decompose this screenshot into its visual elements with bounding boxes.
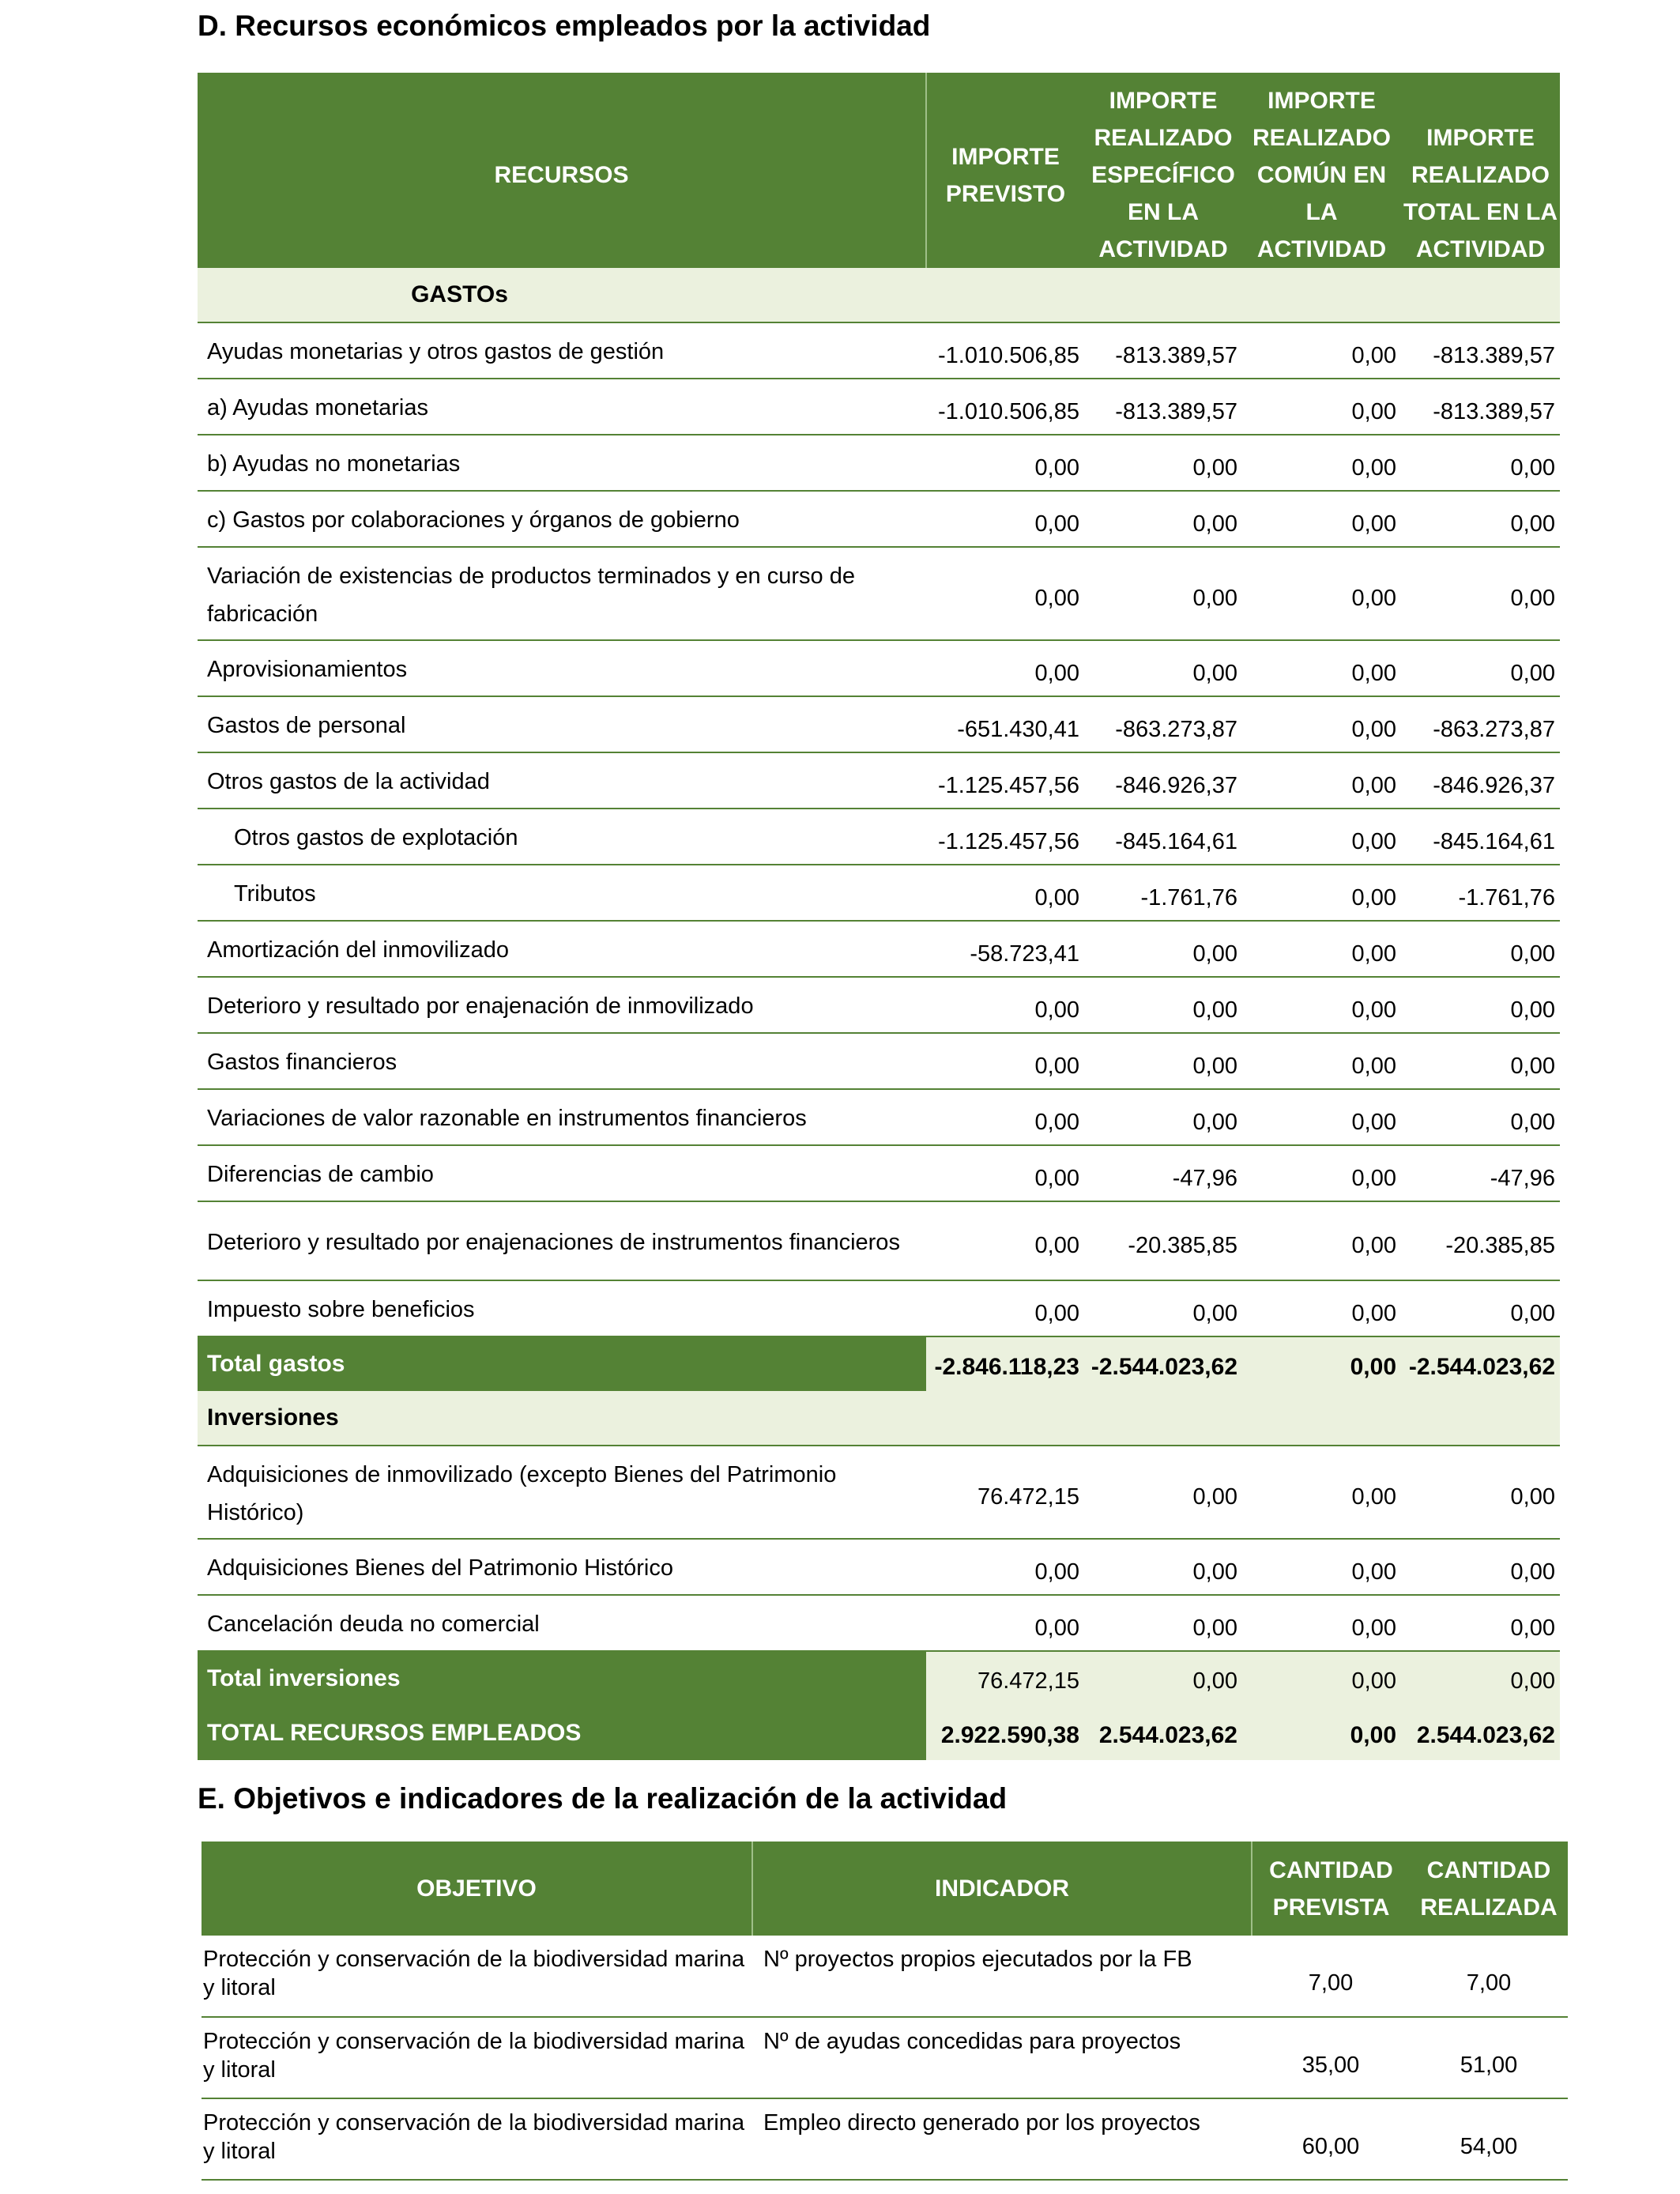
total-recursos-row	[198, 1706, 1560, 1760]
table-row	[198, 435, 1560, 491]
importe-especifico: 0,00	[1084, 1280, 1242, 1336]
table-row	[198, 809, 1560, 865]
importe-previsto: -1.125.457,56	[926, 752, 1084, 809]
total-gastos-row-tot: -2.544.023,62	[1401, 1336, 1560, 1391]
importe-total: 0,00	[1401, 921, 1560, 977]
table-row	[198, 1089, 1560, 1145]
objetivo-cell: Protección y conservación de la biodiversidad marina y litoral	[202, 2098, 752, 2180]
table-row	[198, 1033, 1560, 1089]
gastos-section-row	[198, 268, 1560, 322]
table-row	[198, 752, 1560, 809]
total-inversiones-row-tot: 0,00	[1401, 1651, 1560, 1706]
total-recursos-row-prev: 2.922.590,38	[926, 1706, 1084, 1760]
table-row	[198, 322, 1560, 379]
total-gastos-row-label: Total gastos	[198, 1336, 926, 1391]
cantidad-prevista-cell: 60,00	[1252, 2098, 1410, 2180]
total-recursos-row-com: 0,00	[1242, 1706, 1401, 1760]
importe-comun: 0,00	[1242, 1280, 1401, 1336]
row-label: Gastos de personal	[198, 696, 926, 752]
importe-total: 0,00	[1401, 1089, 1560, 1145]
row-label: Variaciones de valor razonable en instrumentos financieros	[198, 1089, 926, 1145]
cantidad-prevista-cell: 7,00	[1252, 1936, 1410, 2017]
importe-total: 0,00	[1401, 491, 1560, 547]
table-row	[202, 1936, 1568, 2017]
importe-previsto: -1.125.457,56	[926, 809, 1084, 865]
row-label: Gastos financieros	[198, 1033, 926, 1089]
total-gastos-row-com: 0,00	[1242, 1336, 1401, 1391]
importe-previsto: 0,00	[926, 1089, 1084, 1145]
table-row	[198, 921, 1560, 977]
importe-comun: 0,00	[1242, 491, 1401, 547]
importe-previsto: 0,00	[926, 1145, 1084, 1201]
importe-total: 0,00	[1401, 1280, 1560, 1336]
importe-previsto: 0,00	[926, 977, 1084, 1033]
table-row	[198, 696, 1560, 752]
header-importe-total: IMPORTE REALIZADO TOTAL EN LA ACTIVIDAD	[1401, 73, 1560, 268]
importe-especifico: 0,00	[1084, 435, 1242, 491]
objetivo-cell: Protección y conservación de la biodiversidad marina y litoral	[202, 1936, 752, 2017]
importe-comun: 0,00	[1242, 921, 1401, 977]
indicador-cell: Empleo directo generado por los proyectos	[752, 2098, 1252, 2180]
importe-especifico: 0,00	[1084, 1089, 1242, 1145]
table-row	[202, 2017, 1568, 2098]
row-label: Otros gastos de explotación	[198, 809, 926, 865]
recursos-table	[198, 73, 1560, 1760]
cantidad-realizada-cell: 54,00	[1410, 2098, 1568, 2180]
row-label: Otros gastos de la actividad	[198, 752, 926, 809]
objetivos-table	[202, 1842, 1568, 2181]
importe-especifico: -863.273,87	[1084, 696, 1242, 752]
importe-total: 0,00	[1401, 435, 1560, 491]
importe-total: 0,00	[1401, 1595, 1560, 1651]
recursos-header-row	[198, 73, 1560, 268]
importe-comun: 0,00	[1242, 1201, 1401, 1280]
importe-previsto: 0,00	[926, 865, 1084, 921]
row-label: b) Ayudas no monetarias	[198, 435, 926, 491]
importe-especifico: 0,00	[1084, 1446, 1242, 1539]
total-recursos-row-tot: 2.544.023,62	[1401, 1706, 1560, 1760]
importe-previsto: 76.472,15	[926, 1446, 1084, 1539]
importe-comun: 0,00	[1242, 640, 1401, 696]
importe-comun: 0,00	[1242, 435, 1401, 491]
row-label: Amortización del inmovilizado	[198, 921, 926, 977]
table-row	[198, 865, 1560, 921]
importe-comun: 0,00	[1242, 547, 1401, 640]
header-indicador: INDICADOR	[752, 1842, 1252, 1936]
importe-total: -846.926,37	[1401, 752, 1560, 809]
importe-previsto: -58.723,41	[926, 921, 1084, 977]
importe-especifico: 0,00	[1084, 1539, 1242, 1595]
total-inversiones-row-esp: 0,00	[1084, 1651, 1242, 1706]
table-row	[198, 1595, 1560, 1651]
importe-total: 0,00	[1401, 1033, 1560, 1089]
cantidad-realizada-cell: 7,00	[1410, 1936, 1568, 2017]
importe-especifico: -20.385,85	[1084, 1201, 1242, 1280]
importe-previsto: 0,00	[926, 547, 1084, 640]
importe-previsto: 0,00	[926, 1539, 1084, 1595]
importe-total: 0,00	[1401, 640, 1560, 696]
importe-especifico: -813.389,57	[1084, 379, 1242, 435]
importe-total: -47,96	[1401, 1145, 1560, 1201]
importe-previsto: 0,00	[926, 1595, 1084, 1651]
table-row	[198, 1145, 1560, 1201]
inversiones-label: Inversiones	[198, 1391, 926, 1446]
header-recursos: RECURSOS	[198, 73, 926, 268]
section-d-title: D. Recursos económicos empleados por la actividad	[198, 9, 931, 42]
objetivo-cell: Protección y conservación de la biodiversidad marina y litoral	[202, 2017, 752, 2098]
importe-comun: 0,00	[1242, 1539, 1401, 1595]
row-label: a) Ayudas monetarias	[198, 379, 926, 435]
importe-comun: 0,00	[1242, 752, 1401, 809]
total-inversiones-row-com: 0,00	[1242, 1651, 1401, 1706]
importe-especifico: -845.164,61	[1084, 809, 1242, 865]
row-label: Cancelación deuda no comercial	[198, 1595, 926, 1651]
importe-previsto: 0,00	[926, 491, 1084, 547]
row-label: Deterioro y resultado por enajenaciones de instrumentos financieros	[198, 1201, 926, 1280]
importe-total: -863.273,87	[1401, 696, 1560, 752]
importe-total: -845.164,61	[1401, 809, 1560, 865]
row-label: Diferencias de cambio	[198, 1145, 926, 1201]
row-label: Adquisiciones Bienes del Patrimonio Histórico	[198, 1539, 926, 1595]
cantidad-prevista-cell: 35,00	[1252, 2017, 1410, 2098]
table-row	[198, 640, 1560, 696]
importe-previsto: 0,00	[926, 1033, 1084, 1089]
importe-total: -20.385,85	[1401, 1201, 1560, 1280]
table-row	[198, 1201, 1560, 1280]
importe-especifico: -47,96	[1084, 1145, 1242, 1201]
total-gastos-row	[198, 1336, 1560, 1391]
importe-comun: 0,00	[1242, 977, 1401, 1033]
importe-comun: 0,00	[1242, 865, 1401, 921]
importe-previsto: -1.010.506,85	[926, 322, 1084, 379]
importe-total: 0,00	[1401, 547, 1560, 640]
importe-comun: 0,00	[1242, 1595, 1401, 1651]
importe-comun: 0,00	[1242, 696, 1401, 752]
table-row	[198, 379, 1560, 435]
row-label: Ayudas monetarias y otros gastos de gestión	[198, 322, 926, 379]
total-inversiones-row-label: Total inversiones	[198, 1651, 926, 1706]
header-importe-previsto: IMPORTE PREVISTO	[926, 73, 1084, 268]
importe-total: -813.389,57	[1401, 322, 1560, 379]
indicador-cell: Nº de ayudas concedidas para proyectos	[752, 2017, 1252, 2098]
row-label: Variación de existencias de productos terminados y en curso de fabricación	[198, 547, 926, 640]
importe-especifico: 0,00	[1084, 1033, 1242, 1089]
importe-especifico: -813.389,57	[1084, 322, 1242, 379]
total-recursos-row-esp: 2.544.023,62	[1084, 1706, 1242, 1760]
section-e-title: E. Objetivos e indicadores de la realización de la actividad	[198, 1782, 1008, 1815]
row-label: Adquisiciones de inmovilizado (excepto Bienes del Patrimonio Histórico)	[198, 1446, 926, 1539]
importe-total: 0,00	[1401, 1446, 1560, 1539]
importe-especifico: -1.761,76	[1084, 865, 1242, 921]
total-gastos-row-prev: -2.846.118,23	[926, 1336, 1084, 1391]
importe-comun: 0,00	[1242, 1145, 1401, 1201]
table-row	[198, 547, 1560, 640]
total-inversiones-row-prev: 76.472,15	[926, 1651, 1084, 1706]
row-label: Deterioro y resultado por enajenación de inmovilizado	[198, 977, 926, 1033]
cantidad-realizada-cell: 51,00	[1410, 2017, 1568, 2098]
table-row	[198, 1446, 1560, 1539]
gastos-label: GASTOs	[198, 268, 926, 322]
objetivos-header-row	[202, 1842, 1568, 1936]
total-inversiones-row	[198, 1651, 1560, 1706]
importe-especifico: 0,00	[1084, 977, 1242, 1033]
table-row	[198, 977, 1560, 1033]
importe-especifico: 0,00	[1084, 547, 1242, 640]
row-label: Impuesto sobre beneficios	[198, 1280, 926, 1336]
row-label: Aprovisionamientos	[198, 640, 926, 696]
header-objetivo: OBJETIVO	[202, 1842, 752, 1936]
importe-total: -813.389,57	[1401, 379, 1560, 435]
importe-especifico: 0,00	[1084, 491, 1242, 547]
header-cantidad-prevista: CANTIDAD PREVISTA	[1252, 1842, 1410, 1936]
importe-comun: 0,00	[1242, 1033, 1401, 1089]
header-importe-especifico: IMPORTE REALIZADO ESPECÍFICO EN LA ACTIVIDAD	[1084, 73, 1242, 268]
importe-especifico: 0,00	[1084, 1595, 1242, 1651]
table-row	[202, 2098, 1568, 2180]
inversiones-section-row	[198, 1391, 1560, 1446]
importe-total: -1.761,76	[1401, 865, 1560, 921]
row-label: Tributos	[198, 865, 926, 921]
importe-comun: 0,00	[1242, 809, 1401, 865]
header-importe-comun: IMPORTE REALIZADO COMÚN EN LA ACTIVIDAD	[1242, 73, 1401, 268]
importe-especifico: 0,00	[1084, 640, 1242, 696]
importe-previsto: 0,00	[926, 1201, 1084, 1280]
importe-comun: 0,00	[1242, 1446, 1401, 1539]
importe-comun: 0,00	[1242, 322, 1401, 379]
row-label: c) Gastos por colaboraciones y órganos de gobierno	[198, 491, 926, 547]
importe-previsto: 0,00	[926, 1280, 1084, 1336]
importe-comun: 0,00	[1242, 379, 1401, 435]
indicador-cell: Nº proyectos propios ejecutados por la FB	[752, 1936, 1252, 2017]
importe-especifico: -846.926,37	[1084, 752, 1242, 809]
importe-previsto: 0,00	[926, 435, 1084, 491]
table-row	[198, 1539, 1560, 1595]
header-cantidad-realizada: CANTIDAD REALIZADA	[1410, 1842, 1568, 1936]
importe-total: 0,00	[1401, 977, 1560, 1033]
importe-total: 0,00	[1401, 1539, 1560, 1595]
importe-comun: 0,00	[1242, 1089, 1401, 1145]
table-row	[198, 491, 1560, 547]
importe-previsto: -1.010.506,85	[926, 379, 1084, 435]
total-recursos-row-label: TOTAL RECURSOS EMPLEADOS	[198, 1706, 926, 1760]
table-row	[198, 1280, 1560, 1336]
total-gastos-row-esp: -2.544.023,62	[1084, 1336, 1242, 1391]
importe-previsto: -651.430,41	[926, 696, 1084, 752]
importe-especifico: 0,00	[1084, 921, 1242, 977]
importe-previsto: 0,00	[926, 640, 1084, 696]
